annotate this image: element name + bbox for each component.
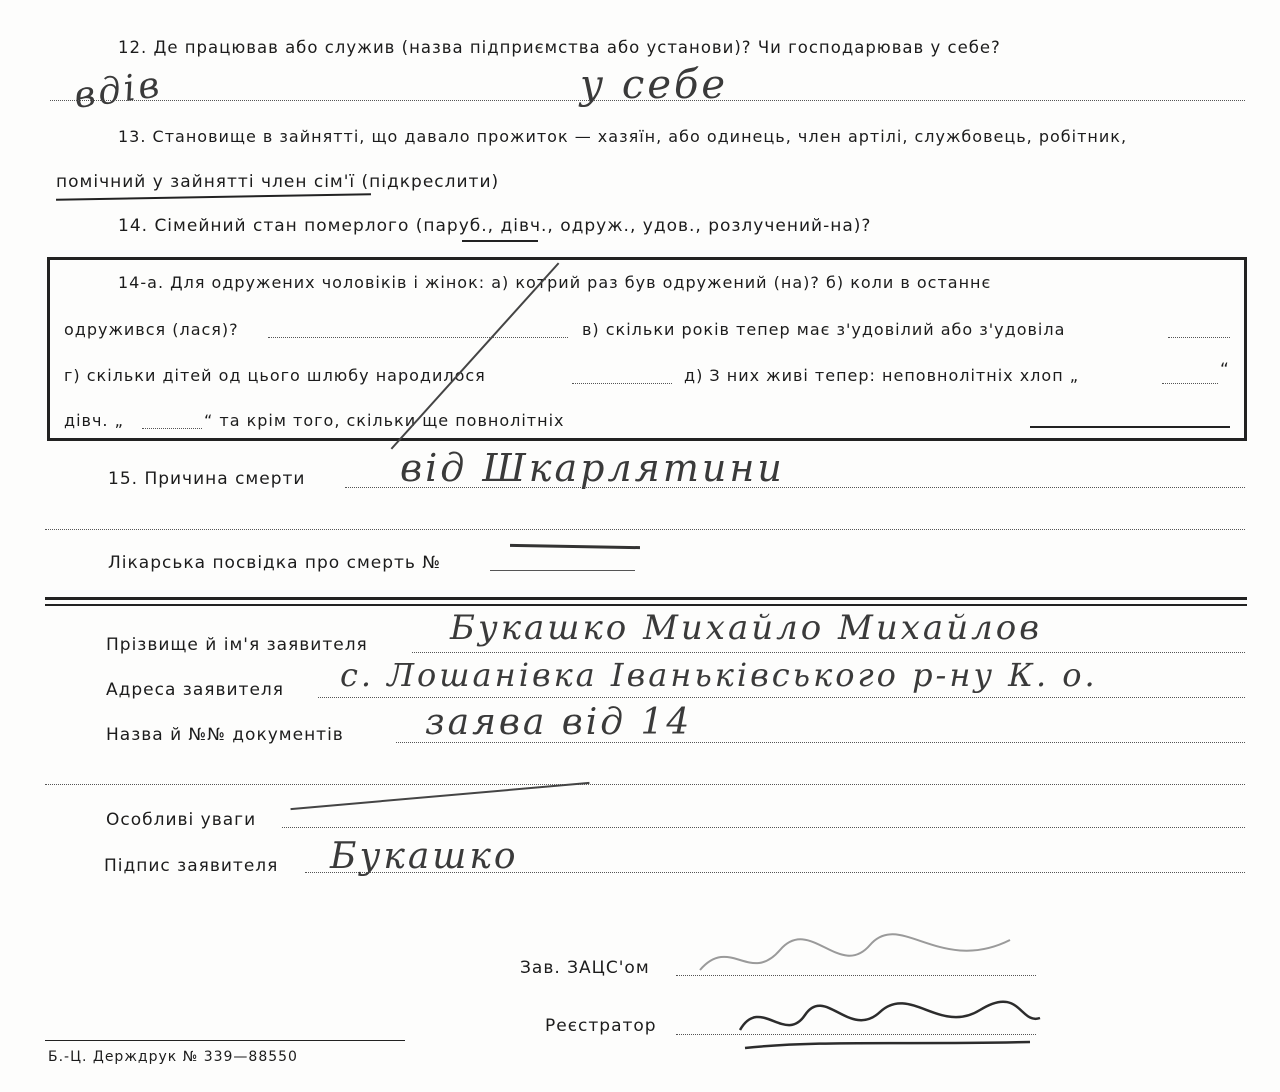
applicant-name-line [412, 652, 1245, 653]
q14-underline-mark [462, 240, 538, 242]
question-13-line1: 13. Становище в зайнятті, що давало прожиток — хазяїн, або одинець, член артілі, службовець, робітник, [118, 127, 1128, 146]
applicant-address-label: Адреса заявителя [106, 680, 285, 700]
q14a-line3-blank [572, 383, 672, 384]
q14a-line2-blank [268, 337, 568, 338]
medical-certificate-line [490, 570, 635, 571]
q14a-line3-blank-end [1162, 383, 1218, 384]
q14a-line2-blank-end [1168, 337, 1230, 338]
question-15-label: 15. Причина смерти [108, 469, 306, 489]
head-signature-scribble [690, 925, 1030, 995]
q14a-line1: 14-а. Для одружених чоловіків і жінок: а) котрий раз був одружений (на)? б) коли в останнє [118, 273, 992, 292]
q14a-line3-part2: д) З них живі тепер: неповнолітніх хлоп „ [684, 366, 1080, 385]
section-separator-top [45, 597, 1247, 600]
registrar-signature-scribble [730, 990, 1050, 1060]
medical-certificate-label: Лікарська посвідка про смерть № [108, 553, 442, 573]
documents-label: Назва й №№ документів [106, 725, 344, 745]
q14a-line3-close-quote: “ [1220, 360, 1230, 380]
q14a-line2-part1: одружився (лася)? [64, 320, 239, 339]
remarks-line [282, 827, 1245, 828]
documents-value: заява від 14 [425, 702, 693, 743]
q14a-line4-blank-end [1030, 426, 1230, 428]
q12-answer: у себе [580, 62, 729, 108]
q12-margin-note: вдів [71, 64, 165, 117]
applicant-address-value: с. Лошанівка Іваньківського р-ну К. о. [340, 656, 1098, 694]
remarks-label: Особливі уваги [106, 810, 257, 830]
head-of-registry-label: Зав. ЗАЦС'ом [520, 958, 650, 978]
q14a-line4-part2: “ та крім того, скільки ще повнолітніх [204, 411, 565, 430]
section-separator-bottom [45, 604, 1247, 606]
signature-value: Букашко [330, 836, 519, 877]
registrar-label: Реєстратор [545, 1016, 657, 1036]
signature-label: Підпис заявителя [104, 856, 279, 876]
printer-note-rule [45, 1040, 405, 1041]
q14a-line3-part1: г) скільки дітей од цього шлюбу народилося [64, 366, 486, 385]
applicant-name-value: Букашко Михайло Михайлов [450, 608, 1043, 648]
question-13-line2: помічний у зайнятті член сім'ї (підкреслити) [56, 172, 500, 192]
q14a-line2-part2: в) скільки років тепер має з'удовілий або з'удовіла [582, 320, 1066, 339]
documents-continuation-line [45, 784, 1245, 785]
q14a-line4-part1: дівч. „ [64, 411, 124, 430]
medical-certificate-dash-mark [510, 544, 640, 549]
q15-continuation-line [45, 529, 1245, 530]
applicant-name-label: Прізвище й ім'я заявителя [106, 635, 368, 655]
q13-underline-mark [56, 193, 371, 200]
remarks-dash-mark [290, 782, 589, 810]
q15-answer: від Шкарлятини [400, 446, 785, 490]
applicant-address-line [318, 697, 1245, 698]
q14a-line4-blank [142, 428, 202, 429]
question-12-text: 12. Де працював або служив (назва підприємства або установи)? Чи господарював у себе? [118, 38, 1001, 57]
question-14-text: 14. Сімейний стан померлого (паруб., дівч., одруж., удов., розлучений-на)? [118, 216, 872, 236]
printer-note: Б.-Ц. Держдрук № 339—88550 [48, 1049, 298, 1065]
